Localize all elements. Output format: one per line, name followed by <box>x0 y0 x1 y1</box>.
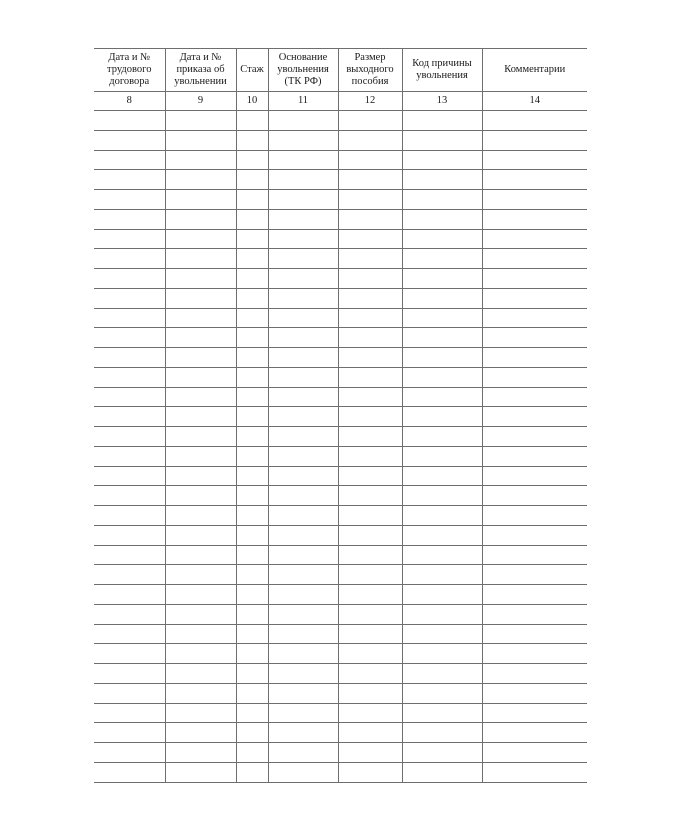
table-cell <box>338 486 402 506</box>
table-cell <box>482 723 587 743</box>
table-cell <box>402 190 482 210</box>
table-cell <box>94 644 165 664</box>
table-cell <box>94 269 165 289</box>
table-cell <box>94 683 165 703</box>
table-row <box>94 664 587 684</box>
table-row <box>94 328 587 348</box>
table-cell <box>165 387 236 407</box>
table-cell <box>482 624 587 644</box>
table-cell <box>482 506 587 526</box>
table-cell <box>236 446 268 466</box>
table-cell <box>482 387 587 407</box>
table-cell <box>236 604 268 624</box>
table-cell <box>338 762 402 782</box>
table-cell <box>482 348 587 368</box>
table-cell <box>338 446 402 466</box>
table-row <box>94 407 587 427</box>
table-cell <box>236 387 268 407</box>
table-cell <box>94 545 165 565</box>
table-cell <box>165 585 236 605</box>
table-cell <box>268 209 338 229</box>
table-cell <box>402 683 482 703</box>
table-cell <box>165 545 236 565</box>
table-cell <box>402 664 482 684</box>
table-cell <box>402 150 482 170</box>
table-cell <box>338 130 402 150</box>
table-row <box>94 387 587 407</box>
table-row <box>94 545 587 565</box>
table-cell <box>236 545 268 565</box>
table-cell <box>338 269 402 289</box>
table-cell <box>338 229 402 249</box>
table-cell <box>338 525 402 545</box>
table-cell <box>338 308 402 328</box>
table-cell <box>268 683 338 703</box>
table-cell <box>482 427 587 447</box>
table-cell <box>165 249 236 269</box>
table-cell <box>482 743 587 763</box>
table-cell <box>338 703 402 723</box>
table-cell <box>268 604 338 624</box>
table-cell <box>402 111 482 131</box>
table-cell <box>165 130 236 150</box>
table-cell <box>236 664 268 684</box>
table-cell <box>482 190 587 210</box>
table-cell <box>236 269 268 289</box>
table-row <box>94 229 587 249</box>
table-cell <box>338 427 402 447</box>
table-cell <box>268 466 338 486</box>
table-cell <box>482 229 587 249</box>
table-cell <box>482 525 587 545</box>
table-row <box>94 723 587 743</box>
table-cell <box>165 367 236 387</box>
table-cell <box>94 150 165 170</box>
table-cell <box>268 624 338 644</box>
table-cell <box>338 170 402 190</box>
table-cell <box>94 170 165 190</box>
table-cell <box>268 229 338 249</box>
table-cell <box>165 229 236 249</box>
table-cell <box>94 427 165 447</box>
table-cell <box>236 229 268 249</box>
table-cell <box>338 190 402 210</box>
table-cell <box>402 209 482 229</box>
table-cell <box>94 604 165 624</box>
table-cell <box>236 209 268 229</box>
table-cell <box>165 308 236 328</box>
table-cell <box>402 506 482 526</box>
table-row <box>94 703 587 723</box>
table-row <box>94 683 587 703</box>
table-row <box>94 506 587 526</box>
table-cell <box>236 170 268 190</box>
table-cell <box>268 407 338 427</box>
table-cell <box>94 387 165 407</box>
table-cell <box>482 446 587 466</box>
table-row <box>94 111 587 131</box>
table-cell <box>236 348 268 368</box>
table-cell <box>94 703 165 723</box>
table-cell <box>268 565 338 585</box>
table-cell <box>94 209 165 229</box>
table-cell <box>338 150 402 170</box>
table-cell <box>482 269 587 289</box>
table-cell <box>402 308 482 328</box>
header-dismissal-order-date-number: Дата и № приказа об увольнении <box>165 49 236 92</box>
table-cell <box>338 367 402 387</box>
table-row <box>94 644 587 664</box>
header-contract-date-number: Дата и № трудового договора <box>94 49 165 92</box>
table-cell <box>338 387 402 407</box>
table-cell <box>268 150 338 170</box>
column-number: 11 <box>268 92 338 111</box>
table-row <box>94 427 587 447</box>
table-cell <box>338 664 402 684</box>
table-cell <box>338 288 402 308</box>
table-cell <box>338 209 402 229</box>
table-cell <box>165 446 236 466</box>
table-cell <box>482 703 587 723</box>
table-cell <box>236 150 268 170</box>
table-cell <box>338 466 402 486</box>
table-cell <box>94 328 165 348</box>
table-row <box>94 466 587 486</box>
table-cell <box>268 288 338 308</box>
column-number-row <box>94 92 587 111</box>
table-row <box>94 624 587 644</box>
table-cell <box>402 486 482 506</box>
table-cell <box>482 762 587 782</box>
table-cell <box>268 249 338 269</box>
table-cell <box>402 249 482 269</box>
table-cell <box>236 565 268 585</box>
table-cell <box>268 269 338 289</box>
table-cell <box>236 367 268 387</box>
table-cell <box>482 130 587 150</box>
table-cell <box>268 506 338 526</box>
table-cell <box>165 486 236 506</box>
table-cell <box>236 624 268 644</box>
column-number: 8 <box>94 92 165 111</box>
table-cell <box>482 585 587 605</box>
table-cell <box>402 703 482 723</box>
table-cell <box>268 743 338 763</box>
table-cell <box>338 624 402 644</box>
dismissal-register-table <box>94 48 587 783</box>
table-cell <box>94 407 165 427</box>
table-cell <box>236 407 268 427</box>
table-cell <box>268 130 338 150</box>
table-row <box>94 565 587 585</box>
table-cell <box>236 328 268 348</box>
table-cell <box>94 229 165 249</box>
table-cell <box>402 427 482 447</box>
table-cell <box>94 288 165 308</box>
table-cell <box>402 407 482 427</box>
header-row <box>94 49 587 92</box>
table-row <box>94 486 587 506</box>
table-cell <box>94 723 165 743</box>
table-cell <box>482 644 587 664</box>
table-cell <box>402 348 482 368</box>
table-cell <box>482 367 587 387</box>
table-row <box>94 249 587 269</box>
table-cell <box>236 466 268 486</box>
table-cell <box>268 762 338 782</box>
table-cell <box>402 466 482 486</box>
table-cell <box>236 288 268 308</box>
table-cell <box>165 683 236 703</box>
table-cell <box>402 130 482 150</box>
table-cell <box>338 545 402 565</box>
table-cell <box>338 683 402 703</box>
table-row <box>94 743 587 763</box>
table-cell <box>165 170 236 190</box>
table-cell <box>402 545 482 565</box>
table-cell <box>268 111 338 131</box>
table-cell <box>338 644 402 664</box>
table-row <box>94 190 587 210</box>
table-cell <box>338 407 402 427</box>
table-cell <box>338 328 402 348</box>
table-cell <box>165 288 236 308</box>
table-cell <box>94 565 165 585</box>
table-cell <box>268 190 338 210</box>
table-cell <box>268 328 338 348</box>
table-cell <box>402 367 482 387</box>
table-cell <box>338 604 402 624</box>
table-cell <box>268 664 338 684</box>
table-cell <box>165 723 236 743</box>
header-comments: Комментарии <box>482 49 587 92</box>
table-cell <box>165 664 236 684</box>
header-dismissal-reason-code: Код причины увольнения <box>402 49 482 92</box>
table-row <box>94 446 587 466</box>
table-cell <box>482 565 587 585</box>
table-cell <box>165 703 236 723</box>
table-cell <box>268 367 338 387</box>
table-cell <box>236 190 268 210</box>
table-cell <box>402 565 482 585</box>
table-cell <box>268 545 338 565</box>
table-row <box>94 367 587 387</box>
table-cell <box>338 723 402 743</box>
table-cell <box>402 288 482 308</box>
table-cell <box>165 644 236 664</box>
table-cell <box>94 111 165 131</box>
table-cell <box>338 249 402 269</box>
table-cell <box>236 486 268 506</box>
table-cell <box>165 328 236 348</box>
table-cell <box>236 427 268 447</box>
table-cell <box>268 585 338 605</box>
table-row <box>94 150 587 170</box>
table-cell <box>482 683 587 703</box>
table-cell <box>94 190 165 210</box>
table-cell <box>94 130 165 150</box>
table-cell <box>165 348 236 368</box>
table-cell <box>236 743 268 763</box>
table-cell <box>338 348 402 368</box>
table-cell <box>94 506 165 526</box>
table-cell <box>268 446 338 466</box>
table-cell <box>482 486 587 506</box>
table-cell <box>402 644 482 664</box>
table-cell <box>165 604 236 624</box>
table-cell <box>236 525 268 545</box>
table-cell <box>402 743 482 763</box>
table-cell <box>402 624 482 644</box>
table-cell <box>268 427 338 447</box>
table-body <box>94 92 587 783</box>
table-cell <box>482 249 587 269</box>
table-cell <box>482 466 587 486</box>
table-cell <box>236 703 268 723</box>
table-cell <box>402 170 482 190</box>
column-number: 12 <box>338 92 402 111</box>
table-cell <box>165 427 236 447</box>
table-cell <box>236 249 268 269</box>
table-cell <box>482 328 587 348</box>
table-cell <box>338 585 402 605</box>
table-cell <box>165 466 236 486</box>
table-cell <box>94 249 165 269</box>
table-cell <box>236 723 268 743</box>
table-cell <box>236 506 268 526</box>
table-cell <box>268 308 338 328</box>
table-row <box>94 288 587 308</box>
table-cell <box>482 150 587 170</box>
table-cell <box>482 664 587 684</box>
table-cell <box>236 130 268 150</box>
table-cell <box>268 644 338 664</box>
table-cell <box>482 288 587 308</box>
table-cell <box>94 762 165 782</box>
table-cell <box>94 466 165 486</box>
table-cell <box>94 585 165 605</box>
header-work-experience: Стаж <box>236 49 268 92</box>
table-cell <box>236 762 268 782</box>
table-cell <box>236 585 268 605</box>
table-row <box>94 269 587 289</box>
table-cell <box>338 506 402 526</box>
table-cell <box>482 209 587 229</box>
table-cell <box>94 348 165 368</box>
table-cell <box>402 525 482 545</box>
table-cell <box>402 229 482 249</box>
column-number: 10 <box>236 92 268 111</box>
table-cell <box>165 506 236 526</box>
column-number: 14 <box>482 92 587 111</box>
table-cell <box>402 328 482 348</box>
table-cell <box>402 446 482 466</box>
table-cell <box>338 565 402 585</box>
table-row <box>94 604 587 624</box>
table-cell <box>165 407 236 427</box>
table-cell <box>482 407 587 427</box>
table-cell <box>236 308 268 328</box>
table-cell <box>268 703 338 723</box>
table-cell <box>94 486 165 506</box>
table-cell <box>94 743 165 763</box>
table-cell <box>94 367 165 387</box>
column-number: 13 <box>402 92 482 111</box>
table-row <box>94 348 587 368</box>
table-cell <box>338 743 402 763</box>
table-cell <box>268 486 338 506</box>
table-cell <box>94 308 165 328</box>
table-cell <box>94 664 165 684</box>
table-row <box>94 170 587 190</box>
table-row <box>94 585 587 605</box>
table-row <box>94 308 587 328</box>
table-cell <box>482 604 587 624</box>
table-cell <box>94 624 165 644</box>
table-cell <box>402 604 482 624</box>
header-severance-amount: Размер выходного пособия <box>338 49 402 92</box>
table-row <box>94 209 587 229</box>
table-cell <box>165 743 236 763</box>
table-cell <box>165 565 236 585</box>
table-cell <box>165 762 236 782</box>
table-row <box>94 525 587 545</box>
table-cell <box>402 387 482 407</box>
table-cell <box>268 387 338 407</box>
table-cell <box>165 209 236 229</box>
table-cell <box>482 308 587 328</box>
table-cell <box>268 170 338 190</box>
table-cell <box>165 624 236 644</box>
table-row <box>94 130 587 150</box>
table-cell <box>338 111 402 131</box>
table-cell <box>402 269 482 289</box>
table-cell <box>268 348 338 368</box>
column-number: 9 <box>165 92 236 111</box>
table-cell <box>402 762 482 782</box>
table-cell <box>165 190 236 210</box>
table-row <box>94 762 587 782</box>
table-cell <box>165 111 236 131</box>
table-cell <box>402 585 482 605</box>
table-cell <box>482 170 587 190</box>
table-cell <box>482 545 587 565</box>
table-cell <box>236 683 268 703</box>
table-cell <box>268 723 338 743</box>
table-cell <box>165 525 236 545</box>
table-cell <box>236 644 268 664</box>
table-cell <box>236 111 268 131</box>
table-cell <box>165 150 236 170</box>
table-cell <box>94 525 165 545</box>
table-cell <box>482 111 587 131</box>
table-cell <box>402 723 482 743</box>
table-cell <box>268 525 338 545</box>
table-cell <box>165 269 236 289</box>
table-cell <box>94 446 165 466</box>
header-dismissal-basis: Основание увольнения (ТК РФ) <box>268 49 338 92</box>
